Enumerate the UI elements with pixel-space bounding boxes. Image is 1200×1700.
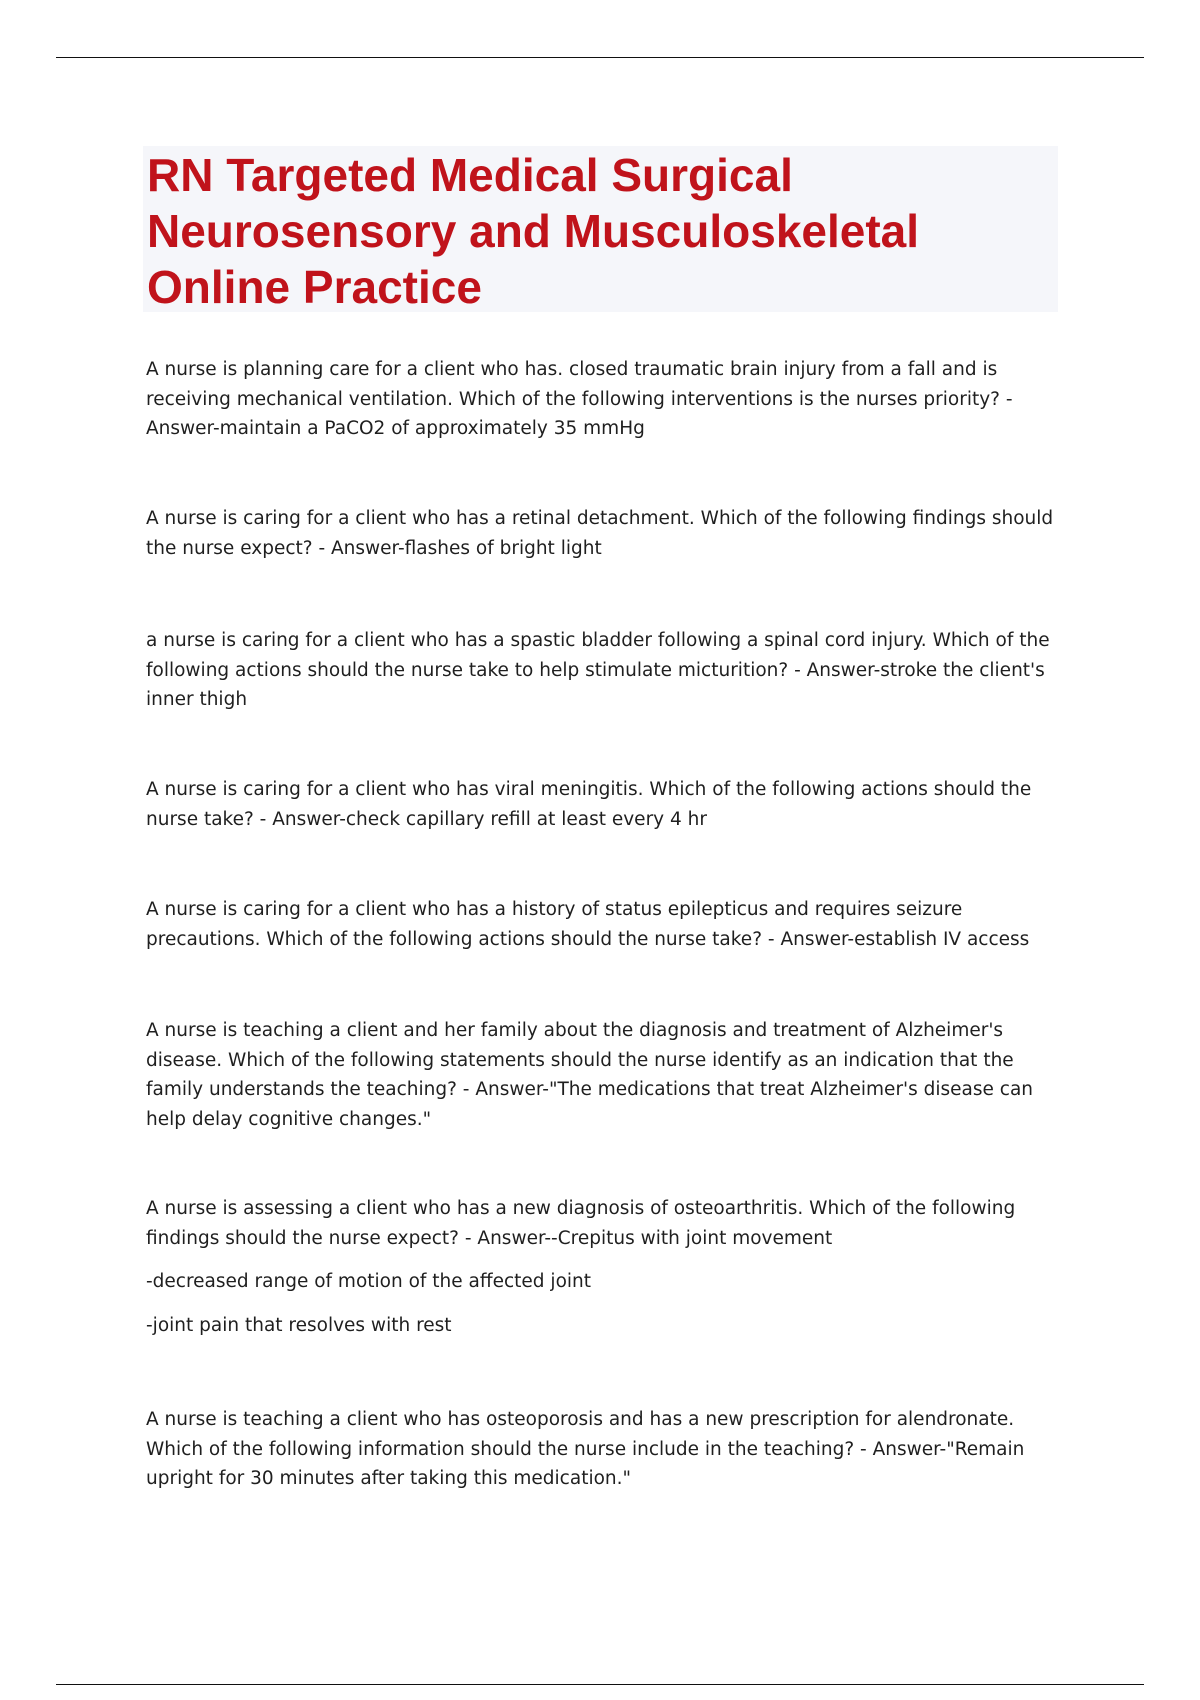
answer-line: -joint pain that resolves with rest: [146, 1314, 452, 1336]
question-text: A nurse is assessing a client who has a new diagnosis of osteoarthritis. Which of the following findings should the nurse expect? - Answer--Crepitus with joint movement: [146, 1198, 1016, 1249]
question-item: [146, 1405, 1066, 1494]
header-rule: [56, 57, 1144, 58]
question-text: a nurse is caring for a client who has a spastic bladder following a spinal cord injury. Which of the following actions should the nurse take to help stimulate micturition? - Answer-stroke the client's inner thigh: [146, 630, 1050, 710]
question-item: [146, 355, 1066, 444]
title-line: Neurosensory and Musculoskeletal: [147, 205, 920, 257]
question-item: [146, 504, 1066, 563]
question-text: A nurse is teaching a client and her family about the diagnosis and treatment of Alzheimer's disease. Which of the following statements should the nurse identify as an indication that the family understands the teaching? - Answer-"The medications that treat Alzheimer's disease can help delay cognitive changes.": [146, 1020, 1034, 1130]
question-item: [146, 626, 1066, 715]
question-item: [146, 1194, 1066, 1340]
question-text: A nurse is caring for a client who has viral meningitis. Which of the following actions should the nurse take? - Answer-check capillary refill at least every 4 hr: [146, 779, 1032, 830]
question-item: [146, 895, 1066, 954]
footer-rule: [56, 1684, 1144, 1685]
question-text: A nurse is caring for a client who has a retinal detachment. Which of the following findings should the nurse expect? - Answer-flashes of bright light: [146, 508, 1054, 559]
question-text: A nurse is teaching a client who has osteoporosis and has a new prescription for alendronate. Which of the following information should the nurse include in the teaching? - Answer-"Remain upright for 30 minutes after taking this medication.": [146, 1409, 1025, 1489]
title-block: [143, 146, 1058, 312]
title-line: Online Practice: [147, 261, 482, 313]
question-item: [146, 775, 1066, 834]
answer-line: -decreased range of motion of the affected joint: [146, 1271, 592, 1292]
question-text: A nurse is caring for a client who has a history of status epilepticus and requires seizure precautions. Which of the following actions should the nurse take? - Answer-establish IV access: [146, 899, 1030, 950]
title-line: RN Targeted Medical Surgical: [147, 149, 793, 201]
question-text: A nurse is planning care for a client who has. closed traumatic brain injury from a fall and is receiving mechanical ventilation. Which of the following interventions is the nurses priority? - Answer-maintain a PaCO2 of approximately 35 mmHg: [146, 359, 1013, 439]
question-item: [146, 1016, 1066, 1134]
document-title: [147, 146, 1054, 315]
